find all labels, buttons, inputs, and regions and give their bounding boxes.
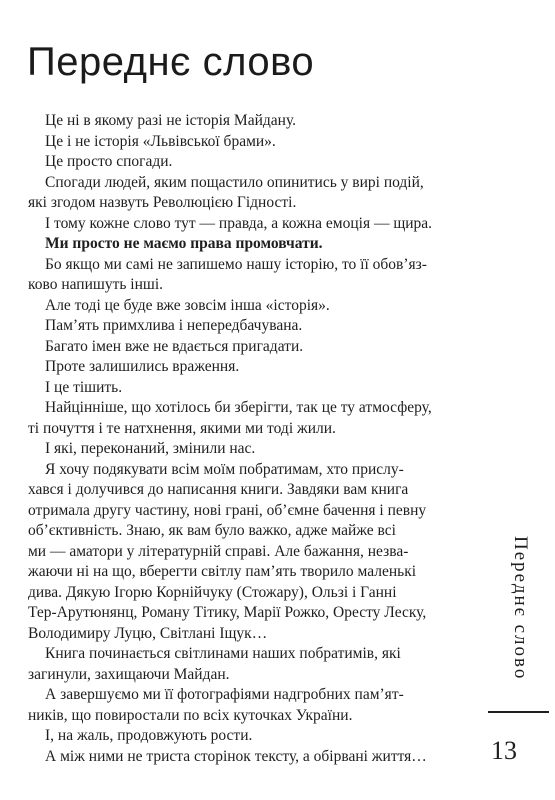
text-line: Це і не історія «Львівської брами». <box>45 132 276 150</box>
paragraph <box>28 685 460 726</box>
text-line: отримала другу частину, нові грані, об’ємне бачення і певну <box>28 501 427 519</box>
page-divider <box>488 711 549 713</box>
text-line: об’єктивність. Знаю, як вам було важко, адже майже всі <box>28 522 396 539</box>
paragraph <box>45 132 460 153</box>
text-line: І, на жаль, продовжують рости. <box>45 727 253 744</box>
paragraph <box>45 378 460 399</box>
paragraph <box>45 234 460 255</box>
page-title: Переднє слово <box>27 40 315 84</box>
page-number: 13 <box>491 736 517 765</box>
text-line: Проте залишились враження. <box>45 358 240 375</box>
text-line: Ми просто не маємо права промовчати. <box>45 235 323 252</box>
text-line: ми — аматори у літературній справі. Але бажання, незва- <box>28 542 409 560</box>
text-line: жаючи ні на що, вберегти світлу пам’ять творило маленькі <box>28 563 417 580</box>
text-line: Тер-Арутюнянц, Роману Тітику, Марії Рожко, Оресту Леску, <box>28 604 427 621</box>
text-line: Спогади людей, яким пощастило опинитись у вирі подій, <box>45 173 424 191</box>
paragraph <box>45 357 460 378</box>
text-line: Бо якщо ми самі не запишемо нашу історію, то її обов’яз- <box>45 255 427 273</box>
running-header-vertical: Переднє слово <box>510 536 531 681</box>
paragraph <box>45 439 460 460</box>
paragraph <box>45 111 460 132</box>
paragraph <box>45 747 460 768</box>
paragraph <box>28 398 460 439</box>
text-line: І які, переконаний, змінили нас. <box>45 440 256 457</box>
paragraph <box>28 644 460 685</box>
text-line: Це ні в якому разі не історія Майдану. <box>45 112 297 129</box>
text-line: А між ними не триста сторінок тексту, а обірвані життя… <box>45 747 427 765</box>
text-line: Найцінніше, що хотілось би зберігти, так це ту атмосферу, <box>45 399 432 416</box>
text-line: Пам’ять примхлива і непередбачувана. <box>45 317 303 334</box>
text-line: ково напишуть інші. <box>28 276 164 293</box>
text-line: ті почуття і те натхнення, якими ми тоді жили. <box>28 419 336 437</box>
text-line: загинули, захищаючи Майдан. <box>28 665 230 683</box>
text-line: Володимиру Луцю, Світлані Іщук… <box>28 624 268 642</box>
paragraph <box>45 337 460 358</box>
paragraph <box>45 296 460 317</box>
text-line: які згодом назвуть Революцією Гідності. <box>28 194 297 211</box>
paragraph <box>28 173 460 214</box>
paragraph <box>45 214 460 235</box>
text-line: Це просто спогади. <box>45 153 173 170</box>
text-line: ників, що повиростали по всіх куточках України. <box>28 706 353 724</box>
text-line: І тому кожне слово тут — правда, а кожна емоція — щира. <box>45 214 433 232</box>
paragraph <box>45 152 460 173</box>
text-line: І це тішить. <box>45 378 123 396</box>
paragraph <box>45 726 460 747</box>
text-line: Але тоді це буде вже зовсім інша «історія». <box>45 296 330 314</box>
text-line: А завершуємо ми її фотографіями надгробних пам’ят- <box>45 686 404 703</box>
paragraph <box>28 255 460 296</box>
text-line: хався і долучився до написання книги. Завдяки вам книга <box>28 481 409 498</box>
body-text <box>28 111 460 767</box>
text-line: дива. Дякую Ігорю Корнійчуку (Стожару), Ользі і Ганні <box>28 583 397 601</box>
paragraph <box>45 316 460 337</box>
text-line: Багато імен вже не вдається пригадати. <box>45 337 304 355</box>
text-line: Я хочу подякувати всім моїм побратимам, хто прислу- <box>45 460 404 478</box>
paragraph <box>28 460 460 645</box>
text-line: Книга починається світлинами наших побратимів, які <box>45 645 401 662</box>
